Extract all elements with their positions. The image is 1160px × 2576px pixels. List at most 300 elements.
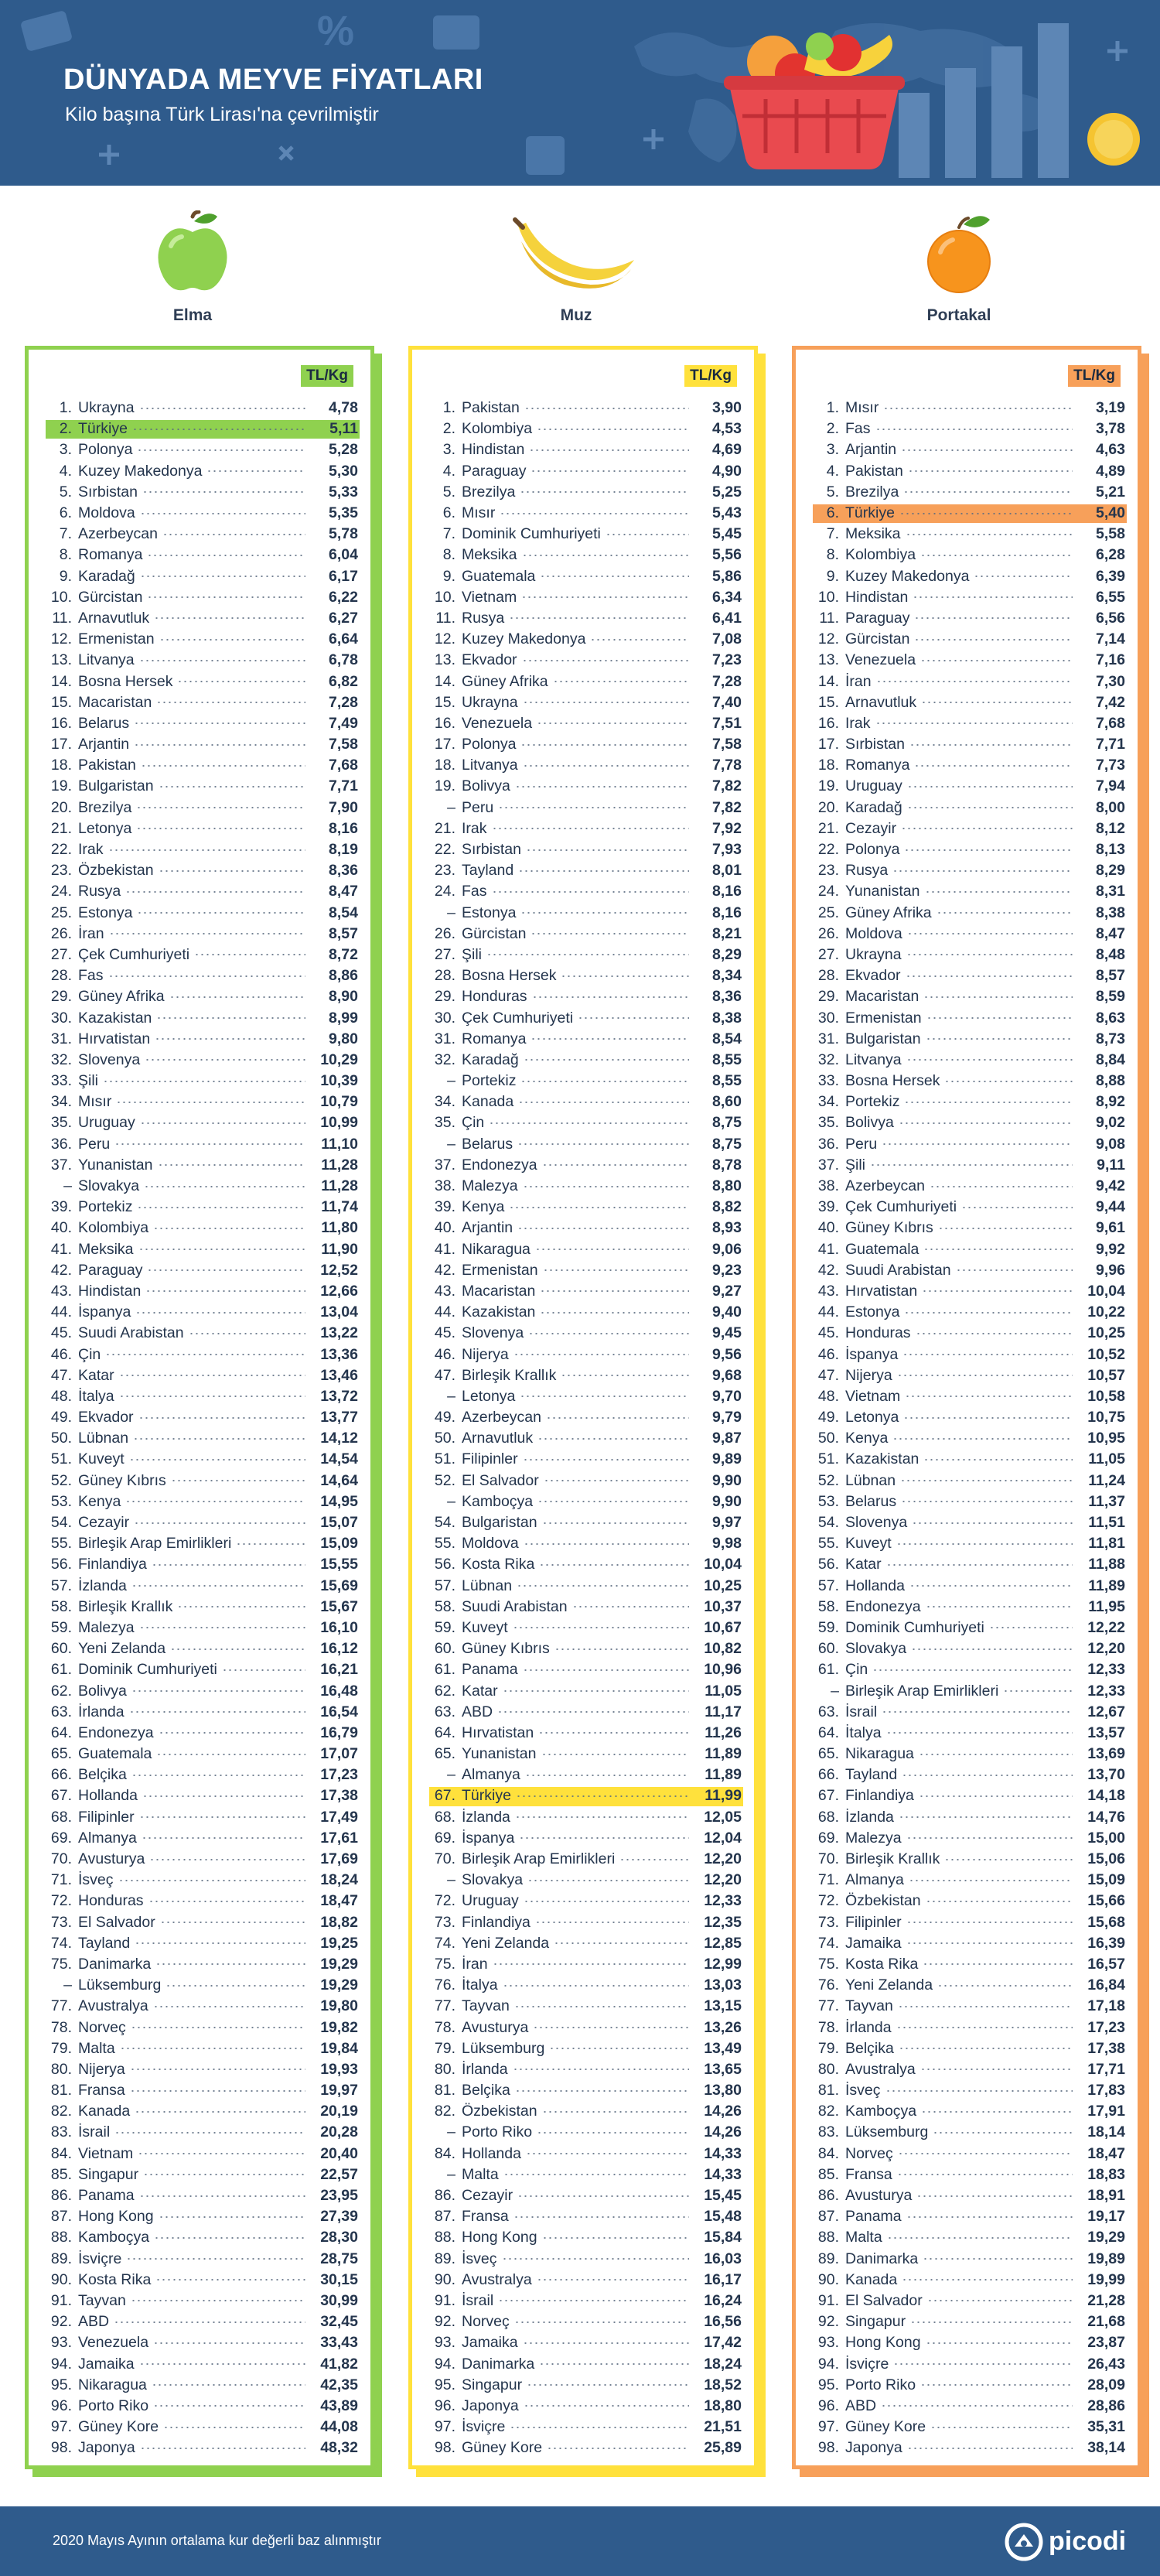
- dot-leader: [520, 912, 689, 914]
- rank: 21.: [50, 819, 72, 837]
- price-value: 8,16: [329, 819, 358, 837]
- footer: [0, 2506, 1160, 2576]
- dot-leader: [142, 1837, 305, 1839]
- price-value: 16,39: [1087, 1934, 1125, 1952]
- list-item: [423, 1491, 743, 1512]
- dot-leader: [903, 1417, 1073, 1419]
- country-name: Portekiz: [845, 1093, 900, 1111]
- list-item: [423, 1239, 743, 1260]
- country-name: Fransa: [78, 2082, 125, 2099]
- list-item: [807, 439, 1127, 460]
- list-item: [423, 1659, 743, 1680]
- list-item: [423, 2291, 743, 2311]
- country-name: Vietnam: [845, 1387, 901, 1405]
- price-value: 13,15: [704, 1997, 742, 2015]
- country-name: Japonya: [78, 2439, 135, 2457]
- price-value: 16,56: [704, 2313, 742, 2331]
- country-name: Avustralya: [462, 2270, 532, 2288]
- price-value: 8,31: [1096, 883, 1125, 900]
- price-value: 9,02: [1096, 1114, 1125, 1132]
- country-name: Şili: [78, 1072, 99, 1090]
- dot-leader: [140, 576, 305, 577]
- country-name: Hırvatistan: [462, 1724, 534, 1741]
- list-item: [423, 2038, 743, 2059]
- dot-leader: [486, 954, 689, 955]
- rank: 60.: [817, 1640, 839, 1658]
- apple-price-list: [25, 346, 374, 2469]
- list-item: [423, 1449, 743, 1470]
- rank: 85.: [817, 2165, 839, 2183]
- price-value: 17,83: [1087, 2082, 1125, 2099]
- price-value: 10,04: [1087, 1282, 1125, 1300]
- price-value: 13,72: [320, 1387, 358, 1405]
- country-name: Tayland: [78, 1934, 131, 1952]
- price-value: 12,20: [1087, 1640, 1125, 1658]
- rank: 21.: [817, 819, 839, 837]
- list-item: [807, 1870, 1127, 1891]
- price-value: 8,54: [329, 904, 358, 921]
- dot-leader: [870, 1164, 1073, 1166]
- list-item: [423, 398, 743, 419]
- country-name: Hollanda: [78, 1787, 138, 1805]
- price-value: 8,48: [1096, 945, 1125, 963]
- list-item: [807, 1723, 1127, 1744]
- country-name: Hindistan: [78, 1282, 142, 1300]
- dot-leader: [899, 1816, 1073, 1818]
- list-item: [807, 1491, 1127, 1512]
- list-item: [423, 439, 743, 460]
- dot-leader: [898, 2006, 1073, 2007]
- dot-leader: [206, 470, 305, 472]
- dot-leader: [519, 1837, 689, 1839]
- country-name: Güney Kıbrıs: [462, 1640, 550, 1658]
- price-value: 7,93: [712, 841, 742, 859]
- price-value: 4,69: [712, 441, 742, 459]
- country-name: Norveç: [462, 2313, 510, 2331]
- price-value: 5,86: [712, 567, 742, 585]
- dot-leader: [159, 1732, 305, 1734]
- dot-leader: [527, 2384, 689, 2386]
- price-value: 11,26: [705, 1724, 742, 1741]
- dot-leader: [492, 828, 689, 829]
- list-item: [807, 398, 1127, 419]
- list-item: [39, 1007, 360, 1028]
- list-item: [39, 503, 360, 524]
- list-item: [39, 671, 360, 692]
- list-item: [39, 1197, 360, 1218]
- country-name: Güney Afrika: [462, 672, 548, 690]
- banana-rows: [423, 398, 743, 2458]
- country-name: Nijerya: [845, 1366, 892, 1384]
- price-value: 16,54: [320, 1703, 358, 1720]
- country-name: Tayland: [462, 862, 514, 880]
- rank: 37.: [50, 1156, 72, 1174]
- price-value: 10,67: [704, 1618, 742, 1636]
- country-name: Sırbistan: [845, 736, 905, 753]
- price-value: 11,51: [1088, 1514, 1125, 1532]
- country-name: Jamaika: [78, 2355, 135, 2373]
- dot-leader: [540, 1312, 689, 1314]
- price-value: 11,80: [321, 1219, 358, 1237]
- country-name: Avustralya: [845, 2060, 916, 2078]
- rank: 3.: [826, 441, 839, 459]
- dot-leader: [937, 912, 1073, 914]
- country-name: Katar: [845, 1556, 882, 1573]
- dot-leader: [139, 408, 305, 409]
- country-name: Brezilya: [462, 483, 516, 501]
- country-name: Kanada: [78, 2103, 131, 2120]
- country-name: Slovenya: [462, 1324, 524, 1342]
- list-item: [39, 1281, 360, 1302]
- dot-leader: [140, 2448, 305, 2449]
- price-value: 5,30: [329, 462, 358, 480]
- list-item: [807, 1828, 1127, 1849]
- list-item: [39, 1260, 360, 1281]
- dot-leader: [923, 1249, 1073, 1250]
- price-value: 14,76: [1087, 1808, 1125, 1826]
- rank: 26.: [817, 924, 839, 942]
- dot-leader: [923, 1963, 1073, 1965]
- price-value: 15,09: [1087, 1871, 1125, 1889]
- dot-leader: [896, 2027, 1073, 2028]
- list-item: [423, 2353, 743, 2374]
- list-item: [423, 2270, 743, 2291]
- list-item: [807, 2017, 1127, 2038]
- list-item: [39, 2311, 360, 2332]
- price-value: 5,21: [1096, 483, 1125, 501]
- list-item: [39, 398, 360, 419]
- price-value: 15,06: [1087, 1850, 1125, 1868]
- dot-leader: [524, 1543, 689, 1545]
- rank: 63.: [817, 1703, 839, 1720]
- rank: 37.: [434, 1156, 455, 1174]
- rank: 88.: [817, 2229, 839, 2246]
- list-item: [39, 1975, 360, 1996]
- list-item: [807, 2059, 1127, 2080]
- dot-leader: [590, 639, 689, 641]
- price-value: 7,82: [712, 798, 742, 816]
- price-value: 3,19: [1096, 399, 1125, 417]
- list-item: [423, 713, 743, 734]
- list-item: [423, 566, 743, 587]
- price-value: 8,16: [712, 883, 742, 900]
- rank: 5.: [442, 483, 455, 501]
- price-value: 15,07: [320, 1514, 358, 1532]
- rank: 95.: [817, 2376, 839, 2393]
- country-name: Slovenya: [845, 1514, 908, 1532]
- list-item: [423, 482, 743, 503]
- dot-leader: [120, 2048, 305, 2049]
- list-item: [807, 2164, 1127, 2185]
- rank: 70.: [50, 1850, 72, 1868]
- rank: 86.: [434, 2187, 455, 2205]
- rank: 9.: [442, 567, 455, 585]
- list-item: [807, 1765, 1127, 1785]
- list-item: [39, 2017, 360, 2038]
- rank: 78.: [817, 2018, 839, 2036]
- price-value: 12,05: [704, 1808, 742, 1826]
- list-item: [423, 1007, 743, 1028]
- rank: 56.: [50, 1556, 72, 1573]
- rank: 63.: [50, 1703, 72, 1720]
- rank: 31.: [50, 1030, 72, 1047]
- price-value: 19,97: [320, 2082, 358, 2099]
- country-name: Malta: [845, 2229, 882, 2246]
- country-name: Litvanya: [845, 1051, 902, 1068]
- country-name: Nikaragua: [462, 1240, 531, 1258]
- price-value: 8,36: [329, 862, 358, 880]
- country-name: Yunanistan: [845, 883, 920, 900]
- dot-leader: [543, 1269, 689, 1271]
- rank: 64.: [817, 1724, 839, 1741]
- country-name: Katar: [78, 1366, 114, 1384]
- country-name: Belarus: [845, 1492, 897, 1510]
- rank: 6.: [442, 504, 455, 522]
- rank: 8.: [442, 546, 455, 564]
- price-value: 17,38: [1087, 2039, 1125, 2057]
- rank: 8.: [59, 546, 72, 564]
- price-value: 9,90: [712, 1492, 742, 1510]
- list-item: [423, 881, 743, 902]
- brand-name: picodi: [1049, 2526, 1127, 2556]
- country-name: Finlandiya: [845, 1787, 914, 1805]
- list-item: [39, 2227, 360, 2248]
- rank: –: [447, 1072, 455, 1090]
- country-name: Yunanistan: [78, 1156, 153, 1174]
- list-item: [39, 945, 360, 965]
- rank: 80.: [50, 2060, 72, 2078]
- country-name: Hong Kong: [845, 2334, 921, 2352]
- rank: 67.: [50, 1787, 72, 1805]
- rank: 41.: [50, 1240, 72, 1258]
- rank: 95.: [50, 2376, 72, 2393]
- list-item: [807, 1638, 1127, 1659]
- country-name: Panama: [462, 1661, 518, 1679]
- dot-leader: [135, 2111, 305, 2113]
- price-value: 10,37: [704, 1597, 742, 1615]
- list-item: [807, 1554, 1127, 1575]
- dot-leader: [140, 513, 305, 514]
- rank: 51.: [50, 1450, 72, 1468]
- rank: –: [447, 1492, 455, 1510]
- dot-leader: [910, 2321, 1073, 2323]
- dot-leader: [914, 765, 1073, 767]
- list-item: [39, 2206, 360, 2227]
- list-item: [423, 1302, 743, 1323]
- dot-leader: [937, 1985, 1073, 1987]
- rank: 47.: [817, 1366, 839, 1384]
- country-name: Kosta Rika: [845, 1955, 919, 1973]
- price-value: 8,93: [712, 1219, 742, 1237]
- dot-leader: [135, 1312, 305, 1314]
- list-item: [39, 2375, 360, 2396]
- list-item: [807, 2249, 1127, 2270]
- dot-leader: [899, 1122, 1073, 1124]
- price-value: 9,27: [712, 1282, 742, 1300]
- dot-leader: [158, 1164, 305, 1166]
- dot-leader: [523, 1669, 689, 1671]
- dot-leader: [961, 1207, 1073, 1208]
- list-item: [807, 818, 1127, 839]
- country-name: Singapur: [845, 2313, 906, 2331]
- rank: 14.: [434, 672, 455, 690]
- rank: 18.: [434, 757, 455, 774]
- rank: 97.: [50, 2418, 72, 2436]
- price-value: 12,35: [704, 1913, 742, 1931]
- list-item: [39, 1638, 360, 1659]
- price-value: 8,57: [329, 924, 358, 942]
- dot-leader: [103, 1081, 305, 1082]
- rank: 77.: [817, 1997, 839, 2015]
- rank: 74.: [50, 1934, 72, 1952]
- country-name: Hindistan: [462, 441, 525, 459]
- rank: 60.: [50, 1640, 72, 1658]
- price-value: 8,82: [712, 1198, 742, 1216]
- price-value: 18,83: [1087, 2165, 1125, 2183]
- price-value: 10,95: [1087, 1430, 1125, 1447]
- dot-leader: [989, 1627, 1073, 1628]
- country-name: Mısır: [845, 399, 879, 417]
- country-name: Avusturya: [462, 2018, 529, 2036]
- price-value: 9,06: [712, 1240, 742, 1258]
- price-value: 6,39: [1096, 567, 1125, 585]
- dot-leader: [913, 596, 1073, 598]
- price-value: 12,67: [1087, 1703, 1125, 1720]
- list-item: [39, 1618, 360, 1638]
- rank: 39.: [50, 1198, 72, 1216]
- country-name: Filipinler: [845, 1913, 902, 1931]
- country-name: Kuzey Makedonya: [78, 462, 203, 480]
- price-value: 19,29: [320, 1976, 358, 1994]
- dot-leader: [119, 1375, 305, 1376]
- country-name: Sırbistan: [462, 841, 521, 859]
- country-name: İtalya: [78, 1387, 114, 1405]
- dot-leader: [898, 2153, 1073, 2154]
- dot-leader: [160, 1922, 305, 1923]
- price-value: 15,69: [320, 1577, 358, 1594]
- country-name: Kamboçya: [78, 2229, 150, 2246]
- dot-leader: [926, 1038, 1073, 1040]
- price-value: 8,54: [712, 1030, 742, 1047]
- list-item: [807, 461, 1127, 482]
- price-value: 3,78: [1096, 420, 1125, 438]
- dot-leader: [905, 1396, 1073, 1397]
- country-name: Endonezya: [462, 1156, 537, 1174]
- price-value: 16,17: [704, 2270, 742, 2288]
- rank: 2.: [59, 420, 72, 438]
- dot-leader: [523, 1186, 689, 1187]
- list-item: [423, 1155, 743, 1176]
- list-item: [807, 1512, 1127, 1533]
- page-subtitle: Kilo başına Türk Lirası'na çevrilmiştir: [65, 104, 379, 125]
- country-name: Irak: [462, 819, 487, 837]
- dot-leader: [906, 1922, 1073, 1923]
- list-item: [807, 1386, 1127, 1407]
- price-value: 17,69: [320, 1850, 358, 1868]
- price-value: 11,05: [1088, 1450, 1125, 1468]
- price-value: 10,04: [704, 1556, 742, 1573]
- list-item: [423, 839, 743, 860]
- list-item: [807, 2311, 1127, 2332]
- list-item: [807, 1996, 1127, 2017]
- dot-leader: [517, 2195, 689, 2197]
- country-name: Endonezya: [845, 1597, 921, 1615]
- country-name: İsveç: [462, 2250, 497, 2267]
- list-item: [39, 1176, 360, 1197]
- dot-leader: [561, 975, 689, 977]
- rank: 29.: [434, 988, 455, 1006]
- country-name: Malezya: [78, 1618, 135, 1636]
- price-value: 5,28: [329, 441, 358, 459]
- list-item: [39, 2438, 360, 2458]
- country-name: Slovenya: [78, 1051, 141, 1068]
- country-name: Kuzey Makedonya: [845, 567, 970, 585]
- dot-leader: [901, 1501, 1073, 1502]
- list-item: [423, 2227, 743, 2248]
- price-value: 6,34: [712, 588, 742, 606]
- price-value: 13,04: [320, 1303, 358, 1321]
- dot-leader: [523, 702, 689, 703]
- dot-leader: [509, 617, 689, 619]
- dot-leader: [513, 1354, 689, 1355]
- rank: 20.: [50, 798, 72, 816]
- list-item: [423, 1218, 743, 1238]
- list-item: [807, 482, 1127, 503]
- country-name: Malta: [78, 2039, 115, 2057]
- list-item: [807, 986, 1127, 1007]
- country-name: Porto Riko: [845, 2376, 916, 2393]
- rank: 61.: [434, 1661, 455, 1679]
- price-value: 8,12: [1096, 819, 1125, 837]
- list-item: [807, 2144, 1127, 2164]
- rank: 59.: [50, 1618, 72, 1636]
- dot-leader: [927, 2300, 1073, 2301]
- country-name: Danimarka: [845, 2250, 919, 2267]
- country-name: İsrail: [462, 2291, 494, 2309]
- dot-leader: [526, 849, 689, 851]
- rank: 77.: [434, 1997, 455, 2015]
- rank: 69.: [434, 1829, 455, 1847]
- dot-leader: [139, 1816, 305, 1818]
- dot-leader: [920, 660, 1073, 661]
- price-value: 17,23: [1087, 2018, 1125, 2036]
- country-name: El Salvador: [845, 2291, 923, 2309]
- list-item: [423, 1765, 743, 1785]
- price-value: 8,63: [1096, 1009, 1125, 1027]
- price-value: 11,90: [321, 1240, 358, 1258]
- list-item: [423, 1870, 743, 1891]
- rank: 26.: [50, 924, 72, 942]
- rank: 73.: [434, 1913, 455, 1931]
- price-value: 11,74: [321, 1198, 358, 1216]
- rank: 41.: [434, 1240, 455, 1258]
- country-name: Karadağ: [462, 1051, 519, 1068]
- price-value: 7,58: [712, 736, 742, 753]
- dot-leader: [535, 1249, 689, 1250]
- dot-leader: [944, 1859, 1073, 1860]
- dot-leader: [518, 870, 689, 872]
- rank: 86.: [50, 2187, 72, 2205]
- country-name: Fransa: [462, 2208, 509, 2226]
- list-item: [39, 1323, 360, 1344]
- dot-leader: [540, 1290, 689, 1292]
- list-item: [423, 1471, 743, 1491]
- price-value: 19,29: [1087, 2229, 1125, 2246]
- list-item: [39, 1807, 360, 1828]
- rank: –: [831, 1682, 839, 1700]
- price-value: 13,26: [704, 2018, 742, 2036]
- dot-leader: [125, 1501, 305, 1502]
